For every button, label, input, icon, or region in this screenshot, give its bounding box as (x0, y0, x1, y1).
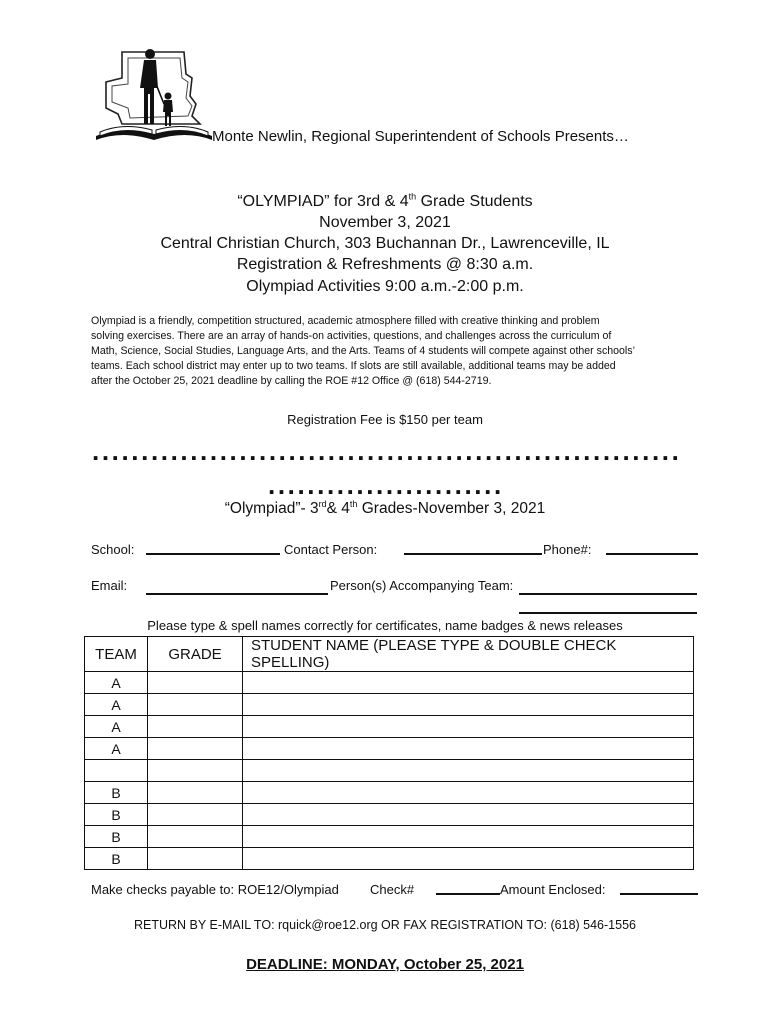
event-title (0, 191, 770, 212)
school-field[interactable] (146, 553, 280, 555)
team-cell: B (85, 826, 148, 848)
presenter-line: Monte Newlin, Regional Superintendent of Schools Presents… (212, 128, 629, 145)
student-name-cell[interactable] (243, 848, 694, 870)
amount-enclosed-field[interactable] (620, 893, 698, 895)
table-row (85, 848, 694, 870)
table-row (85, 672, 694, 694)
table-row (85, 760, 694, 782)
event-location: Central Christian Church, 303 Buchannan Dr., Lawrenceville, IL (160, 235, 610, 252)
check-number-label: Check# (370, 882, 415, 897)
table-row (85, 738, 694, 760)
student-name-header: STUDENT NAME (PLEASE TYPE & DOUBLE CHECK SPELLING) (243, 637, 694, 672)
team-cell: B (85, 848, 148, 870)
logo-illustration (92, 44, 216, 144)
grade-cell[interactable] (148, 694, 243, 716)
student-name-cell[interactable] (243, 826, 694, 848)
team-cell: B (85, 804, 148, 826)
dotted-separator-short: ........................ (268, 470, 504, 500)
deadline-notice: DEADLINE: MONDAY, October 25, 2021 (246, 956, 524, 973)
accompanying-field-2[interactable] (519, 612, 697, 614)
form-title-text-end: Grades-November 3, 2021 (357, 500, 546, 517)
grade-cell[interactable] (148, 760, 243, 782)
form-title-text-mid: & 4 (326, 500, 350, 517)
table-row (85, 694, 694, 716)
grade-cell[interactable] (148, 826, 243, 848)
dotted-separator: ............................................................ (92, 436, 682, 466)
phone-field[interactable] (606, 553, 698, 555)
event-title-text: “OLYMPIAD” for 3rd & 4 (237, 193, 409, 210)
student-name-cell[interactable] (243, 694, 694, 716)
grade-cell[interactable] (148, 782, 243, 804)
student-name-cell[interactable] (243, 738, 694, 760)
accompanying-label: Person(s) Accompanying Team: (330, 578, 514, 593)
email-label: Email: (91, 578, 128, 593)
activities-time: Olympiad Activities 9:00 a.m.-2:00 p.m. (246, 278, 524, 295)
team-cell: B (85, 782, 148, 804)
description-paragraph (91, 314, 681, 389)
roster-table (84, 636, 694, 870)
grade-cell[interactable] (148, 804, 243, 826)
registration-fee: Registration Fee is $150 per team (287, 412, 483, 427)
description-line: Olympiad is a friendly, competition structured, academic atmosphere filled with creative thinking and problem (91, 315, 600, 327)
table-row (85, 826, 694, 848)
team-header: TEAM (85, 637, 148, 672)
team-cell: A (85, 672, 148, 694)
checks-payable-label: Make checks payable to: ROE12/Olympiad (91, 882, 339, 897)
form-title-text: “Olympiad”- 3 (224, 500, 319, 517)
grade-cell[interactable] (148, 848, 243, 870)
description-line: after the October 25, 2021 deadline by calling the ROE #12 Office @ (618) 544-2719. (91, 375, 492, 387)
student-name-cell[interactable] (243, 804, 694, 826)
team-cell: A (85, 738, 148, 760)
form-title (0, 500, 770, 518)
table-row (85, 782, 694, 804)
grade-cell[interactable] (148, 672, 243, 694)
student-name-cell[interactable] (243, 716, 694, 738)
school-label: School: (91, 542, 135, 557)
superscript: th (408, 191, 417, 202)
event-title-text-end: Grade Students (416, 193, 533, 210)
superscript: rd (318, 498, 327, 509)
event-date: November 3, 2021 (319, 214, 451, 231)
table-row (85, 716, 694, 738)
grade-cell[interactable] (148, 738, 243, 760)
student-name-cell[interactable] (243, 782, 694, 804)
registration-time: Registration & Refreshments @ 8:30 a.m. (236, 256, 534, 273)
table-header-row (85, 637, 694, 672)
student-name-cell[interactable] (243, 672, 694, 694)
team-cell: A (85, 716, 148, 738)
description-line: teams. Each school district may enter up to two teams. If slots are still available, additional teams may be added (91, 360, 616, 372)
amount-enclosed-label: Amount Enclosed: (500, 882, 606, 897)
team-cell (85, 760, 148, 782)
description-line: Math, Science, Social Studies, Language Arts, and the Arts. Teams of 4 students will compete against other schools’ (91, 345, 635, 357)
contact-label: Contact Person: (284, 542, 378, 557)
grade-cell[interactable] (148, 716, 243, 738)
superscript: th (349, 498, 358, 509)
grade-header: GRADE (148, 637, 243, 672)
table-row (85, 804, 694, 826)
contact-field[interactable] (404, 553, 542, 555)
spelling-note: Please type & spell names correctly for certificates, name badges & news releases (147, 618, 623, 633)
description-line: solving exercises. There are an array of hands-on activities, questions, and challenges across the curriculum of (91, 330, 612, 342)
accompanying-field[interactable] (519, 593, 697, 595)
phone-label: Phone#: (543, 542, 592, 557)
team-cell: A (85, 694, 148, 716)
return-instructions: RETURN BY E-MAIL TO: rquick@roe12.org OR FAX REGISTRATION TO: (618) 546-1556 (134, 918, 636, 932)
check-number-field[interactable] (436, 893, 500, 895)
student-name-cell[interactable] (243, 760, 694, 782)
email-field[interactable] (146, 593, 328, 595)
